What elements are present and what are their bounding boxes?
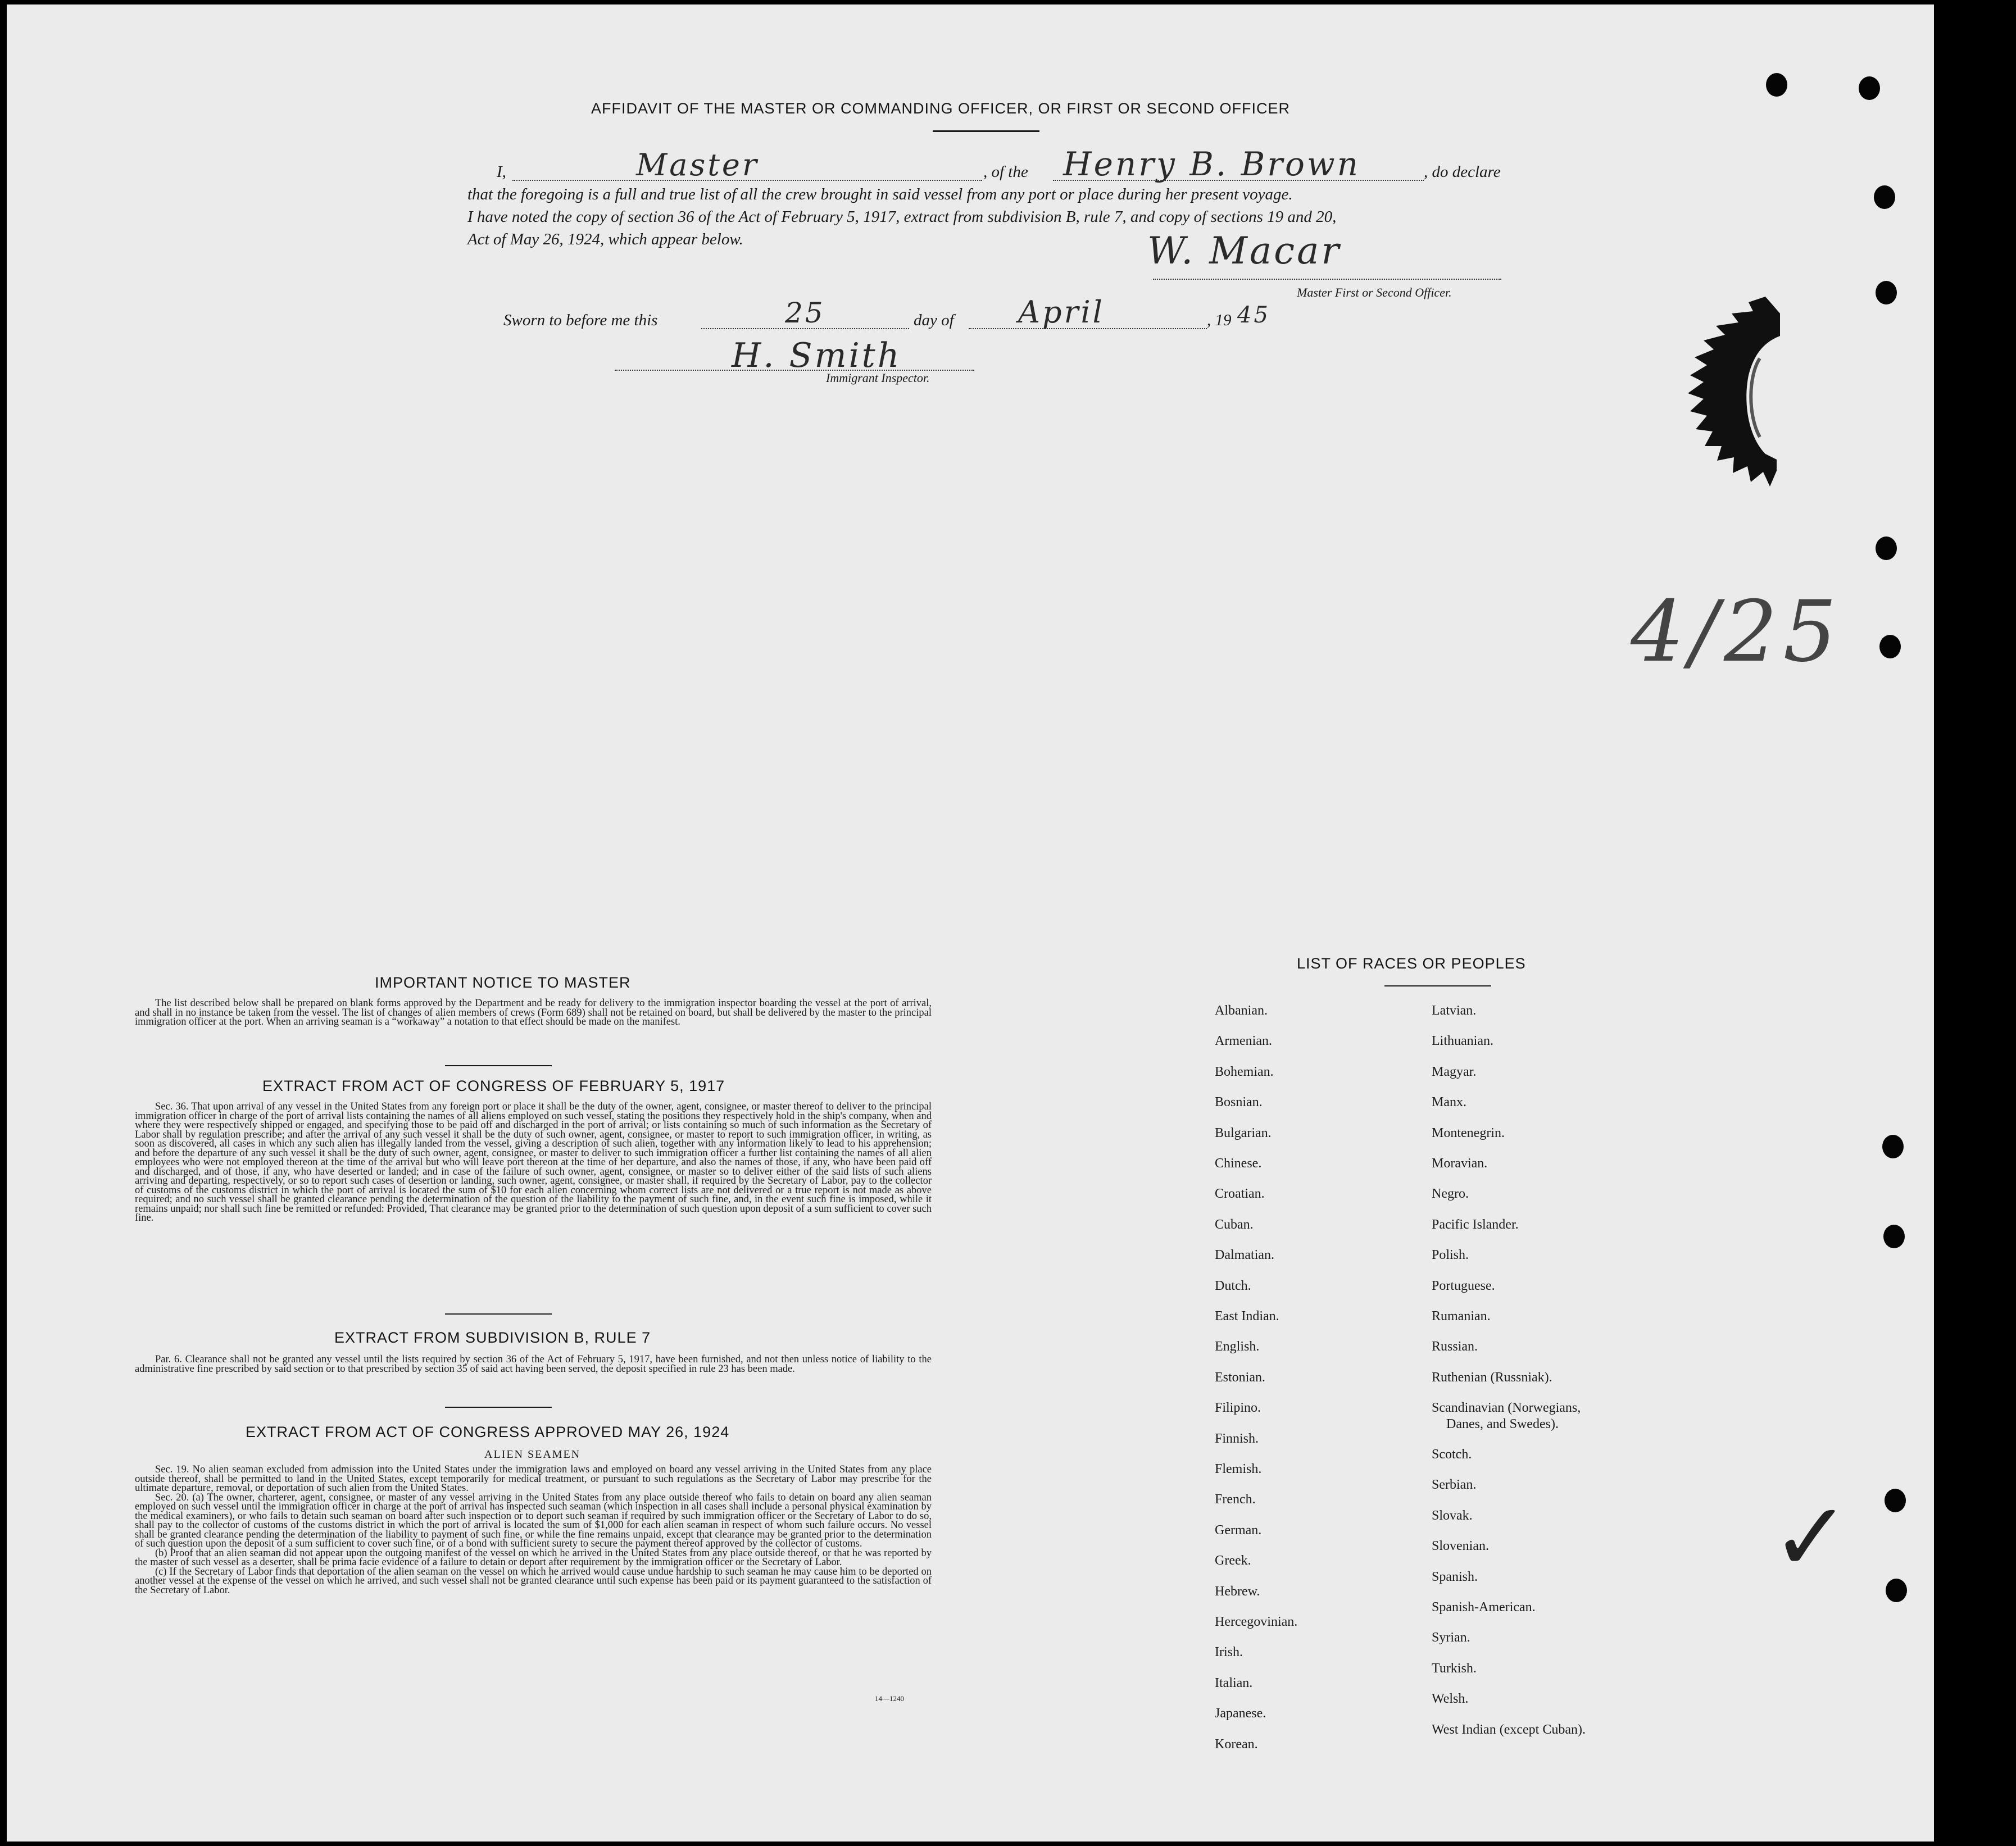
affidavit-line1-suffix: , do declare [1424, 163, 1501, 181]
race-item: Albanian. [1215, 1003, 1268, 1018]
sworn-day-of: day of [914, 311, 954, 329]
margin-date-note: 4/25 [1631, 583, 1842, 681]
sec20b-paragraph: (b) Proof that an alien seaman did not appear upon the outgoing manifest of the vessel on which he arrived in the United States from any place outside thereof, or that he was reported by the master of such vessel as a deserter, shall be prima facie evidence of a failure to detain or deport after requirement by the immigration officer or the Secretary of Labor. [135, 1547, 932, 1568]
race-item: Montenegrin. [1432, 1125, 1505, 1140]
race-item: Russian. [1432, 1339, 1478, 1354]
divider [445, 1065, 552, 1066]
extract-1924-text [135, 1465, 932, 1595]
notice-paragraph: The list described below shall be prepared on blank forms approved by the Department and be ready for delivery to the immigration inspector boarding the vessel at the port of arrival, and shall in no instance be taken from the vessel. The list of changes of alien members of crews (Form 689) shall not be retained on board, but shall be delivered by the master to the principal immigration officer at the port. When an arriving seaman is a “workaway” a notation to that effect should be made on the manifest. [135, 998, 932, 1027]
race-item: Scotch. [1432, 1447, 1472, 1462]
race-item: West Indian (except Cuban). [1432, 1722, 1586, 1737]
punch-hole-icon [1874, 185, 1895, 209]
embossed-seal-icon [1681, 291, 1788, 493]
race-item: Rumanian. [1432, 1309, 1491, 1324]
race-item: Armenian. [1215, 1034, 1272, 1049]
extract-1924-title: EXTRACT FROM ACT OF CONGRESS APPROVED MAY 26, 1924 [246, 1424, 730, 1440]
race-item: Portuguese. [1432, 1278, 1495, 1293]
race-item: Chinese. [1215, 1156, 1262, 1171]
races-title: LIST OF RACES OR PEOPLES [1297, 955, 1526, 972]
sworn-prefix: Sworn to before me this [503, 311, 658, 329]
race-item: Negro. [1432, 1186, 1469, 1202]
document-sheet [7, 4, 1934, 1842]
notice-text [135, 999, 932, 1027]
divider [445, 1313, 552, 1315]
race-item: Slovenian. [1432, 1539, 1489, 1554]
punch-hole-icon [1876, 536, 1897, 560]
sec20a-paragraph: Sec. 20. (a) The owner, charterer, agent, consignee, or master of any vessel arriving in the United States from any place outside thereof who fails to detain on board any alien seaman employed on such vessel until the immigration officer in charge at the port of arrival has inspected such seaman (which inspection in all cases shall include a personal physical examination by the medical examiners), or who fails to detain such seaman on board after such inspection or to deport such seaman if required by such immigration officer or the Secretary of Labor to do so, shall pay to the collector of customs of the customs district in which the port of arrival is located the sum of $1,000 for each alien seaman in respect of whom such failure occurs. No vessel shall be granted clearance pending the determination of the liability to payment of such fine, or while the fine remains unpaid, except that clearance may be granted prior to the determination of such question upon the deposit of a sum sufficient to cover such fine, or of a bond with sufficient surety to secure the payment thereof approved by the collector of customs. [135, 1492, 932, 1549]
sworn-day-handwritten: 25 [785, 297, 825, 329]
race-item: Ruthenian (Russniak). [1432, 1370, 1552, 1385]
race-item: Dutch. [1215, 1278, 1251, 1293]
inspector-signature: H. Smith [732, 336, 902, 375]
race-item: Bulgarian. [1215, 1125, 1272, 1140]
race-item: Manx. [1432, 1095, 1466, 1110]
race-item: Spanish-American. [1432, 1600, 1536, 1615]
race-item: Polish. [1432, 1248, 1469, 1263]
vessel-handwritten: Henry B. Brown [1063, 145, 1360, 183]
race-item: Irish. [1215, 1645, 1243, 1660]
punch-hole-icon [1859, 76, 1880, 100]
race-item: Danes, and Swedes). [1446, 1416, 1559, 1431]
race-item: Welsh. [1432, 1692, 1469, 1707]
inspector-caption: Immigrant Inspector. [826, 371, 930, 385]
affidavit-line3: I have noted the copy of section 36 of the Act of February 5, 1917, extract from subdivision B, rule 7, and copy of sections 19 and 20, [467, 208, 1337, 226]
race-item: Finnish. [1215, 1431, 1259, 1446]
sec19-paragraph: Sec. 19. No alien seaman excluded from admission into the United States under the immigration laws and employed on board any vessel arriving in the United States from any place outside thereof, shall be permitted to land in the United States, except temporarily for medical treatment, or pursuant to such regulations as the Secretary of Labor may prescribe for the ultimate departure, removal, or deportation of such alien from the United States. [135, 1464, 932, 1494]
race-item: Syrian. [1432, 1630, 1470, 1645]
officer-handwritten: Master [636, 147, 759, 183]
race-item: Lithuanian. [1432, 1034, 1493, 1049]
race-item: Japanese. [1215, 1706, 1266, 1721]
race-item: Spanish. [1432, 1569, 1478, 1584]
race-item: Estonian. [1215, 1370, 1265, 1385]
race-item: Hercegovinian. [1215, 1615, 1298, 1629]
extract-rule7-text [135, 1355, 932, 1374]
extract-rule7-title: EXTRACT FROM SUBDIVISION B, RULE 7 [334, 1329, 651, 1346]
race-item: East Indian. [1215, 1309, 1279, 1324]
affidavit-line2: that the foregoing is a full and true list of all the crew brought in said vessel from any port or place during her present voyage. [467, 185, 1293, 203]
race-item: Cuban. [1215, 1217, 1254, 1232]
punch-hole-icon [1883, 1225, 1905, 1248]
race-item: German. [1215, 1522, 1262, 1538]
alien-seamen-subtitle: ALIEN SEAMEN [484, 1448, 581, 1461]
margin-check-mark: ✓ [1771, 1482, 1851, 1593]
notice-title: IMPORTANT NOTICE TO MASTER [375, 974, 631, 991]
divider [1384, 985, 1491, 986]
master-caption: Master First or Second Officer. [1297, 285, 1452, 299]
extract-1917-title: EXTRACT FROM ACT OF CONGRESS OF FEBRUARY 5, 1917 [262, 1077, 725, 1094]
master-signature-line [1153, 279, 1501, 280]
race-item: Flemish. [1215, 1462, 1262, 1476]
sec20c-paragraph: (c) If the Secretary of Labor finds that deportation of the alien seaman on the vessel on which he arrived would cause undue hardship to such seaman he may cause him to be deported on another vessel at the expense of the vessel on which he arrived, and such vessel shall not be granted clearance until such expense has been paid or its payment guaranteed to the satisfaction of the Secretary of Labor. [135, 1566, 932, 1596]
race-item: Greek. [1215, 1553, 1251, 1568]
sworn-month-handwritten: April [1018, 294, 1105, 330]
sworn-year-handwritten: 45 [1237, 302, 1270, 328]
race-item: Bohemian. [1215, 1064, 1274, 1079]
race-item: Magyar. [1432, 1064, 1477, 1079]
race-item: Slovak. [1432, 1508, 1473, 1523]
race-item: Pacific Islander. [1432, 1217, 1519, 1232]
race-item: Turkish. [1432, 1661, 1477, 1676]
race-item: French. [1215, 1492, 1256, 1507]
punch-hole-icon [1766, 73, 1787, 97]
race-item: Korean. [1215, 1736, 1258, 1752]
divider [445, 1407, 552, 1408]
race-item: Filipino. [1215, 1401, 1261, 1416]
race-item: Latvian. [1432, 1003, 1477, 1018]
punch-hole-icon [1886, 1579, 1907, 1602]
race-item: Moravian. [1432, 1156, 1488, 1171]
form-number: 14—1240 [875, 1694, 904, 1703]
race-item: Dalmatian. [1215, 1248, 1274, 1263]
extract-rule7-paragraph: Par. 6. Clearance shall not be granted any vessel until the lists required by section 36 of the Act of February 5, 1917, have been furnished, and not then unless notice of liability to the administrative fine prescribed by said section or to that prescribed by section 35 of said act having been served, the deposit specified in rule 23 has been made. [135, 1354, 932, 1375]
race-item: Serbian. [1432, 1477, 1477, 1493]
punch-hole-icon [1882, 1135, 1904, 1158]
extract-1917-paragraph: Sec. 36. That upon arrival of any vessel in the United States from any foreign port or place it shall be the duty of the owner, agent, consignee, or master thereof to deliver to the principal immigration officer in charge of the port of arrival lists containing the names of all aliens employed on such vessel, stating the positions they respectively hold in the ship's company, when and where they were respectively shipped or engaged, and specifying those to be paid off and discharged in the port of arrival; or lists containing so much of such information as the Secretary of Labor shall by regulation prescribe; and after the arrival of any such vessel it shall be the duty of such owner, agent, consignee, or master to report to such immigration officer, in writing, as soon as discovered, all cases in which any such alien has illegally landed from the vessel, giving a description of such alien, together with any information likely to lead to his apprehension; and before the departure of any such vessel it shall be the duty of such owner, agent, consignee, or master to deliver to such immigration officer a further list containing the names of all alien employees who were not employed thereon at the time of the arrival but who will leave port thereon at the time of her departure, and also the names of those, if any, who have been paid off and discharged, and of those, if any, who have deserted or landed; and in case of the failure of such owner, agent, consignee, or master so to deliver either of the said lists of such aliens arriving and departing, respectively, or so to report such cases of desertion or landing, such owner, agent, consignee, or master shall, if required by the Secretary of Labor, pay to the collector of customs of the customs district in which the port of arrival is located the sum of $10 for each alien concerning whom correct lists are not delivered or a true report is not made as above required; and no such vessel shall be granted clearance pending the determination of the question of the liability to the payment of such fine, and, in the event such fine is imposed, while it remains unpaid; nor shall such fine be remitted or refunded: Provided, That clearance may be granted prior to the determination of such question upon deposit of a sum sufficient to cover such fine. [135, 1101, 932, 1224]
punch-hole-icon [1879, 635, 1901, 658]
race-item: Scandinavian (Norwegians, [1432, 1401, 1581, 1416]
sworn-year-prefix: , 19 [1207, 311, 1232, 329]
affidavit-of-the: , of the [983, 163, 1028, 181]
affidavit-line4: Act of May 26, 1924, which appear below. [467, 230, 743, 248]
master-signature: W. Macar [1147, 229, 1342, 272]
race-item: Hebrew. [1215, 1584, 1260, 1599]
punch-hole-icon [1885, 1489, 1906, 1512]
punch-hole-icon [1876, 281, 1897, 304]
affidavit-title: AFFIDAVIT OF THE MASTER OR COMMANDING OFFICER, OR FIRST OR SECOND OFFICER [591, 100, 1291, 117]
race-item: English. [1215, 1339, 1260, 1354]
affidavit-line1-prefix: I, [497, 163, 506, 181]
race-item: Italian. [1215, 1675, 1253, 1690]
title-divider [933, 130, 1039, 132]
extract-1917-text [135, 1102, 932, 1223]
race-item: Croatian. [1215, 1186, 1265, 1202]
race-item: Bosnian. [1215, 1095, 1263, 1110]
